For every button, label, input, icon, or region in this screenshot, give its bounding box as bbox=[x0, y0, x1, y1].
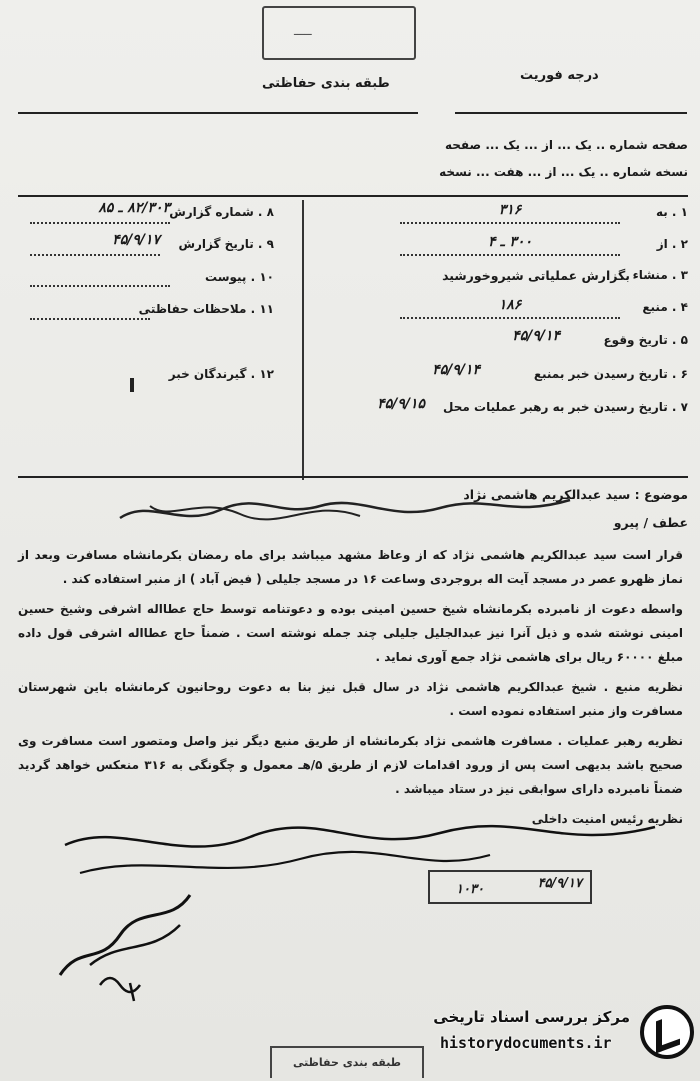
report-number-label: ۸ . شماره گزارش bbox=[169, 205, 274, 219]
classification-label: طبقه بندی حفاظتی bbox=[262, 76, 390, 91]
reference-label: عطف / پیرو bbox=[613, 515, 688, 530]
to-label: ۱ . به bbox=[655, 205, 688, 219]
handwritten-signature bbox=[30, 885, 210, 1015]
occurrence-date-label: ۵ . تاریخ وقوع bbox=[603, 333, 688, 347]
watermark-title: مرکز بررسی اسناد تاریخی bbox=[433, 1008, 630, 1026]
header-divider-left bbox=[18, 112, 418, 114]
report-number-value: ۸۲/۳۰۳ ـ ۸۵ bbox=[98, 200, 170, 216]
subject-line: موضوع : سید عبدالکریم هاشمی نژاد bbox=[463, 487, 688, 502]
source-receipt-date-value: ۴۵/۹/۱۴ bbox=[432, 362, 480, 378]
security-notes-label: ۱۱ . ملاحظات حفاظتی bbox=[138, 302, 274, 316]
occurrence-date-value: ۴۵/۹/۱۴ bbox=[512, 328, 560, 344]
from-label: ۲ . از bbox=[656, 237, 688, 251]
subject-value: سید عبدالکریم هاشمی نژاد bbox=[463, 487, 631, 502]
date-stamp-number: ۱۰۳۰ bbox=[456, 882, 484, 897]
leader-receipt-date-label: ۷ . تاریخ رسیدن خبر به رهبر عملیات محل bbox=[443, 400, 688, 414]
source-label: ۴ . منبع bbox=[642, 300, 688, 314]
fields-top-divider bbox=[18, 195, 688, 197]
copy-number-line: نسخه شماره .. یک ... از ... هفت ... نسخه bbox=[439, 165, 688, 179]
watermark-url: historydocuments.ir bbox=[440, 1034, 612, 1052]
attachment-label: ۱۰ . پیوست bbox=[204, 270, 274, 284]
classification-stamp-top: ـــــ bbox=[262, 6, 416, 60]
origin-label: ۳ . منشاء bbox=[632, 268, 688, 282]
body-paragraph: قرار است سید عبدالکریم هاشمی نژاد که از وعاظ مشهد میباشد برای ماه رمضان بکرمانشاه مسافرت وبعد از نماز ظهرو عصر در مسجد آیت اله بروجردی وساعت ۱۶ در مسجد جلیلی ( فیض آباد ) از منبر استفاده کند . bbox=[18, 548, 683, 586]
date-stamp-date: ۴۵/۹/۱۷ bbox=[537, 876, 582, 891]
classification-stamp-bottom: طبقه بندی حفاظتی bbox=[270, 1046, 424, 1078]
report-body bbox=[18, 543, 683, 837]
report-date-label: ۹ . تاریخ گزارش bbox=[178, 237, 274, 251]
fields-bottom-divider bbox=[18, 476, 688, 478]
report-date-value: ۴۵/۹/۱۷ bbox=[112, 232, 160, 248]
handwritten-note-top bbox=[110, 488, 580, 530]
priority-label: درجه فوریت bbox=[520, 68, 599, 83]
leader-receipt-date-value: ۴۵/۹/۱۵ bbox=[377, 396, 425, 412]
history-documents-logo bbox=[640, 1005, 694, 1059]
from-value: ۳۰۰ ـ ۴ bbox=[488, 234, 532, 250]
origin-value: بگزارش عملیاتی شیروخورشید bbox=[442, 268, 630, 283]
body-paragraph: واسطه دعوت از نامبرده بکرمانشاه شیخ حسین امینی بوده و دعوتنامه توسط حاج عطااله اشرفی وشیخ حسین امینی نوشته شده و ذیل آنرا نیز عبدالجلیل جلیلی چند جمله نوشته است . ضمناً حاج عطااله اشرفی قول داده مبلغ ۶۰۰۰۰ ریال برای هاشمی نژاد جمع آوری نماید . bbox=[18, 602, 683, 664]
source-value: ۱۸۶ bbox=[498, 297, 522, 313]
column-divider bbox=[302, 200, 304, 480]
header-divider-right bbox=[455, 112, 687, 114]
body-paragraph: نظریه رهبر عملیات . مسافرت هاشمی نژاد بکرمانشاه از طریق منبع دیگر نیز واصل ومتصور است مسافرت وی صحیح باشد بدیهی است پس از ورود اقدامات لازم از طریق ۵/هـ معمول و چگونگی به ۳۱۶ منعکس خواهد گردید ضمناً نامبرده دارای سوابقی نیز در ستاد میباشد . bbox=[18, 734, 683, 796]
date-stamp bbox=[428, 870, 592, 904]
recipients-label: ۱۲ . گیرندگان خبر bbox=[168, 367, 274, 381]
to-value: ۳۱۶ bbox=[498, 202, 522, 218]
subject-label: موضوع bbox=[643, 487, 688, 502]
body-paragraph: نظریه رئیس امنیت داخلی bbox=[531, 812, 683, 826]
page-number-line: صفحه شماره .. یک ... از ... یک ... صفحه bbox=[444, 138, 688, 152]
source-receipt-date-label: ۶ . تاریخ رسیدن خبر بمنبع bbox=[533, 367, 688, 381]
body-paragraph: نظریه منبع . شیخ عبدالکریم هاشمی نژاد در سال قبل نیز بنا به دعوت روحانیون کرمانشاه باین شهرستان مسافرت واز منبر استفاده نموده است . bbox=[18, 680, 683, 718]
